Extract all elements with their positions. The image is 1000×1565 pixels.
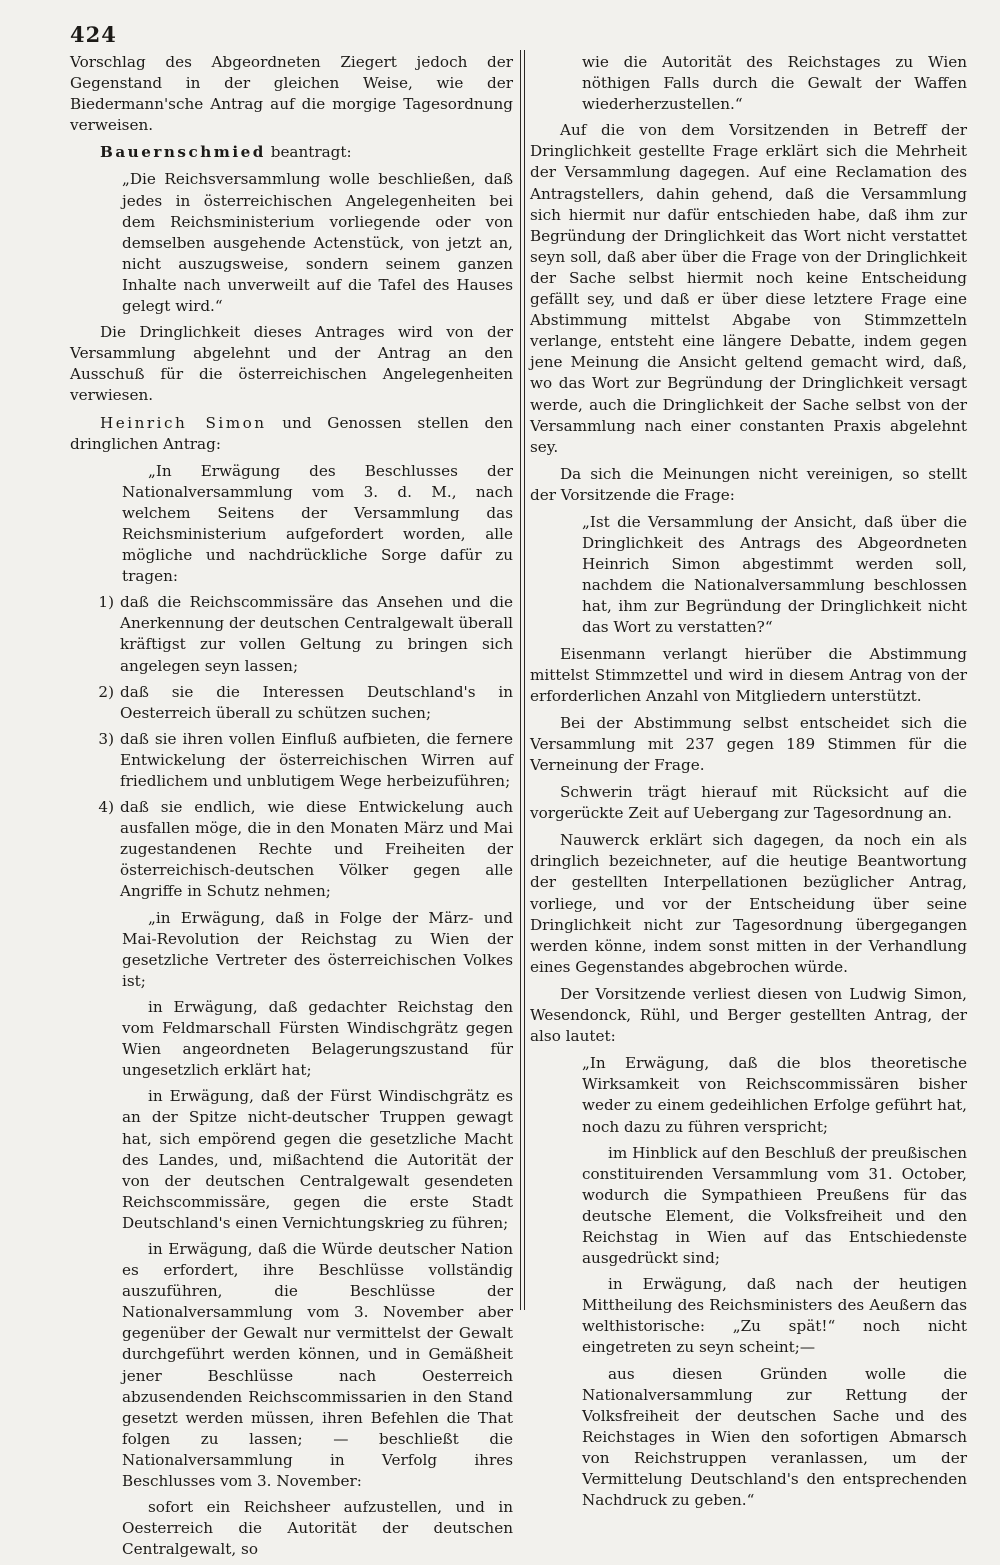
page-number: 424 (70, 22, 117, 47)
paragraph: Da sich die Meinungen nicht vereinigen, so stellt der Vorsitzende die Frage: (530, 464, 967, 504)
column-divider (520, 50, 525, 1310)
quoted-motion: sofort ein Reichsheer aufzustellen, und in Oesterreich die Autorität der deutschen Centralgewalt, so (122, 1498, 513, 1559)
quoted-motion: wie die Autorität des Reichstages zu Wien nöthigen Falls durch die Gewalt der Waffen wiederherzustellen.“ (582, 53, 967, 114)
quoted-motion: in Erwägung, daß nach der heutigen Mittheilung des Reichsministers des Aeußern das welthistorische: „Zu spät!“ noch nicht eingetreten zu seyn scheint;— (582, 1275, 967, 1357)
list-number: 2) (98, 682, 114, 701)
left-column (70, 52, 513, 1565)
paragraph: Der Vorsitzende verliest diesen von Ludwig Simon, Wesendonck, Rühl, und Berger gestellten Antrag, der also lautet: (530, 984, 967, 1046)
paragraph (70, 142, 513, 163)
list-item (70, 797, 513, 902)
paragraph: Vorschlag des Abgeordneten Ziegert jedoch der Gegenstand in der gleichen Weise, wie der Biedermann'sche Antrag auf die morgige Tagesordnung verweisen. (70, 53, 513, 135)
quoted-motion: in Erwägung, daß die Würde deutscher Nation es erfordert, ihre Beschlüsse vollständig auszuführen, die Beschlüsse der Nationalversammlung vom 3. November aber gegenüber der Gewalt nur vermittelst der Gewalt durchgeführt werden können, und in Gemäßheit jener Beschlüsse nach Oesterreich abzusendenden Reichscommissarien in den Stand gesetzt werden müssen, ihren Befehlen die That folgen zu lassen; — beschließt die Nationalversammlung in Verfolg ihres Beschlusses vom 3. November: (122, 1239, 513, 1490)
quoted-motion: „Die Reichsversammlung wolle beschließen, daß jedes in österreichischen Angelegenheiten bei dem Reichsministerium vorliegende oder von demselben ausgehende Actenstück, von jetzt an, nicht auszugsweise, sondern seinem ganzen Inhalte nach unverweilt auf die Tafel des Hauses gelegt wird.“ (122, 170, 513, 316)
quoted-motion: in Erwägung, daß gedachter Reichstag den vom Feldmarschall Fürsten Windischgrätz gegen Wien angeordneten Belagerungszustand für ungesetzlich erklärt hat; (122, 997, 513, 1080)
quoted-motion: „In Erwägung des Beschlusses der Nationalversammlung vom 3. d. M., nach welchem Seitens der Versammlung das Reichsministerium aufgefordert worden, alle mögliche und nachdrückliche Sorge dafür zu tragen: (122, 461, 513, 586)
list-text: daß die Reichscommissäre das Ansehen und die Anerkennung der deutschen Centralgewalt überall kräftigst zur vollen Geltung zu bringen sich angelegen seyn lassen; (120, 593, 513, 675)
list-number: 3) (98, 729, 114, 748)
paragraph-text: beantragt: (265, 143, 352, 162)
list-text: daß sie ihren vollen Einfluß aufbieten, die fernere Entwickelung der österreichischen Wirren auf friedlichem und unblutigem Wege herbeizuführen; (120, 729, 513, 790)
paragraph: Die Dringlichkeit dieses Antrages wird von der Versammlung abgelehnt und der Antrag an den Ausschuß für die österreichischen Angelegenheiten verwiesen. (70, 323, 513, 405)
paragraph (70, 413, 513, 455)
list-number: 1) (98, 593, 114, 612)
list-item (70, 682, 513, 724)
list-text: daß sie die Interessen Deutschland's in Oesterreich überall zu schützen suchen; (120, 682, 513, 722)
quoted-motion: aus diesen Gründen wolle die Nationalversammlung zur Rettung der Volksfreiheit der deutschen Sache und des Reichstages in Wien den sofortigen Abmarsch von Reichstruppen veranlassen, um der Vermittelung Deutschland's den entsprechenden Nachdruck zu geben.“ (582, 1364, 967, 1510)
speaker-name: Bauernschmied (100, 143, 266, 162)
list-number: 4) (98, 798, 114, 817)
quoted-motion: im Hinblick auf den Beschluß der preußischen constituirenden Versammlung vom 31. October, wodurch die Sympathieen Preußens für das deutsche Element, die Volksfreiheit und den Reichstag in Wien auf das Entschiedenste ausgedrückt sind; (582, 1143, 967, 1268)
quoted-motion: „in Erwägung, daß in Folge der März- und Mai-Revolution der Reichstag zu Wien der gesetzliche Vertreter des österreichischen Volkes ist; (122, 908, 513, 990)
speaker-name: Heinrich Simon (100, 413, 267, 432)
paragraph: Eisenmann verlangt hierüber die Abstimmung mittelst Stimmzettel und wird in diesem Antrag von der erforderlichen Anzahl von Mitgliedern unterstützt. (530, 644, 967, 705)
paragraph: Nauwerck erklärt sich dagegen, da noch ein als dringlich bezeichneter, auf die heutige Beantwortung der gestellten Interpellationen bezüglicher Antrag, vorliege, und vor der Entscheidung über seine Dringlichkeit nicht zur Tagesordnung übergegangen werden könne, indem sonst mitten in der Verhandlung eines Gegenstandes abgebrochen würde. (530, 831, 967, 976)
quoted-motion: „Ist die Versammlung der Ansicht, daß über die Dringlichkeit des Antrags des Abgeordneten Heinrich Simon abgestimmt werden soll, nachdem die Nationalversammlung beschlossen hat, ihm zur Begründung der Dringlichkeit nicht das Wort zu verstatten?“ (582, 512, 967, 637)
paragraph: Schwerin trägt hierauf mit Rücksicht auf die vorgerückte Zeit auf Uebergang zur Tagesordnung an. (530, 783, 967, 823)
quoted-motion: in Erwägung, daß der Fürst Windischgrätz es an der Spitze nicht-deutscher Truppen gewagt hat, sich empörend gegen die gesetzliche Macht des Landes, und, mißachtend die Autorität der von der deutschen Centralgewalt gesendeten Reichscommissäre, gegen die erste Stadt Deutschland's einen Vernichtungskrieg zu führen; (122, 1087, 513, 1232)
list-text: daß sie endlich, wie diese Entwickelung auch ausfallen möge, die in den Monaten März und Mai zugestandenen Rechte und Freiheiten der österreichisch-deutschen Völker gegen alle Angriffe in Schutz nehmen; (120, 798, 513, 901)
quoted-motion: „In Erwägung, daß die blos theoretische Wirksamkeit von Reichscommissären bisher weder zu einem gedeihlichen Erfolge geführt hat, noch dazu zu führen verspricht; (582, 1054, 967, 1136)
list-item (70, 592, 513, 676)
list-item (70, 729, 513, 792)
paragraph: Auf die von dem Vorsitzenden in Betreff der Dringlichkeit gestellte Frage erklärt sich die Mehrheit der Versammlung dagegen. Auf eine Reclamation des Antragstellers, dahin gehend, daß die Versammlung sich hiermit nur dafür entschieden habe, daß ihm zur Begründung der Dringlichkeit das Wort nicht verstattet seyn soll, daß aber über die Frage von der Dringlichkeit der Sache selbst hiermit noch keine Entscheidung gefällt sey, und daß er über diese letztere Frage eine Abstimmung mittelst Abgabe von Stimmzetteln verlange, entsteht eine längere Debatte, indem gegen jene Meinung die Ansicht geltend gemacht wird, daß, wo das Wort zur Begründung der Dringlichkeit versagt werde, auch die Dringlichkeit der Sache selbst von der Versammlung nach einer constanten Praxis abgelehnt sey. (530, 121, 967, 456)
paragraph: Bei der Abstimmung selbst entscheidet sich die Versammlung mit 237 gegen 189 Stimmen für die Verneinung der Frage. (530, 713, 967, 774)
paragraph-text: und Genossen stellen den dringlichen Antrag: (70, 413, 514, 453)
right-column (530, 52, 967, 1516)
